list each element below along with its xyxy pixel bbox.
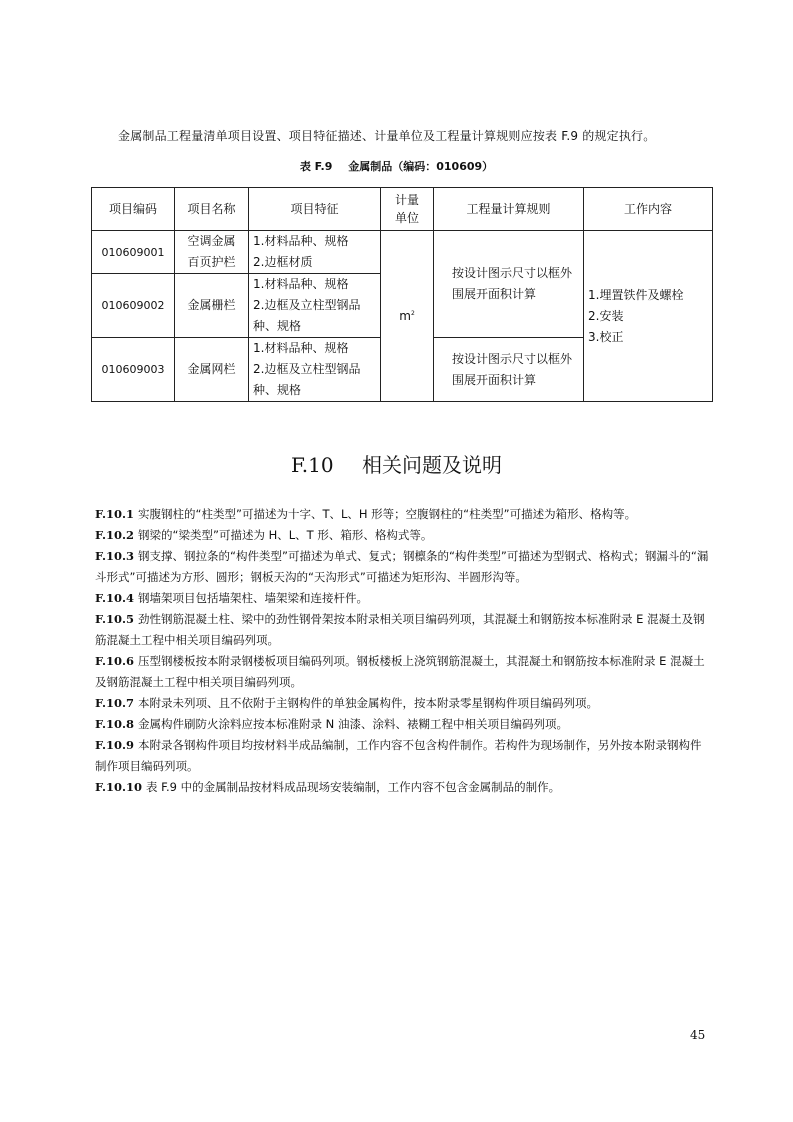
feature-line: 1.材料品种、规格	[253, 277, 349, 291]
section-title: 相关问题及说明	[361, 453, 502, 477]
item-code: 010609003	[92, 338, 175, 402]
intro-paragraph: 金属制品工程量清单项目设置、项目特征描述、计量单位及工程量计算规则应按表 F.9 的规定执行。	[118, 129, 656, 143]
work-line: 3.校正	[588, 329, 624, 344]
page-number: 45	[690, 1028, 706, 1042]
header-name: 项目名称	[175, 188, 249, 231]
item-name: 金属栅栏	[175, 274, 249, 338]
note-item: F.10.1 实腹钢柱的“柱类型”可描述为十字、T、L、H 形等；空腹钢柱的“柱类型”可描述为箱形、格构等。	[95, 507, 637, 521]
item-code: 010609002	[92, 274, 175, 338]
table-caption-title: 金属制品（编码：010609）	[348, 160, 494, 173]
work-content	[584, 231, 713, 402]
item-features	[249, 231, 381, 274]
rule-frame-area: 按设计图示尺寸以框外围展开面积计算	[434, 231, 584, 338]
section-number: F.10	[291, 453, 334, 477]
note-item: F.10.7 本附录未列项、且不依附于主钢构件的单独金属构件，按本附录零星钢构件项目编码列项。	[95, 696, 599, 710]
item-name: 空调金属百页护栏	[175, 231, 249, 274]
header-code: 项目编码	[92, 188, 175, 231]
note-item: F.10.5 劲性钢筋混凝土柱、梁中的劲性钢骨架按本附录相关项目编码列项，其混凝土和钢筋按本标准附录 E 混凝土及钢筋混凝土工程中相关项目编码列项。	[95, 612, 705, 647]
table-caption	[0, 158, 793, 174]
header-work: 工作内容	[584, 188, 713, 231]
metal-products-table	[91, 187, 713, 402]
header-rule: 工程量计算规则	[434, 188, 584, 231]
work-line: 1.埋置铁件及螺栓	[588, 287, 684, 302]
item-unit: $m^2$	[381, 231, 434, 402]
item-features	[249, 338, 381, 402]
table-header-row	[92, 188, 713, 231]
item-code: 010609001	[92, 231, 175, 274]
work-line: 2.安装	[588, 308, 624, 323]
note-item: F.10.2 钢梁的“梁类型”可描述为 H、L、T 形、箱形、格构式等。	[95, 528, 433, 542]
note-item: F.10.9 本附录各钢构件项目均按材料半成品编制，工作内容不包含构件制作。若构件为现场制作，另外按本附录钢构件制作项目编码列项。	[95, 738, 702, 773]
feature-line: 2.边框材质	[253, 255, 313, 269]
table-row	[92, 231, 713, 274]
feature-line: 2.边框及立柱型钢品种、规格	[253, 298, 361, 333]
item-features	[249, 274, 381, 338]
note-item: F.10.4 钢墙架项目包括墙架柱、墙架梁和连接杆件。	[95, 591, 369, 605]
rule-frame-area: 按设计图示尺寸以框外围展开面积计算	[434, 338, 584, 402]
item-name: 金属网栏	[175, 338, 249, 402]
note-item: F.10.6 压型钢楼板按本附录钢楼板项目编码列项。钢板楼板上浇筑钢筋混凝土，其混凝土和钢筋按本标准附录 E 混凝土及钢筋混凝土工程中相关项目编码列项。	[95, 654, 705, 689]
feature-line: 2.边框及立柱型钢品种、规格	[253, 362, 361, 397]
feature-line: 1.材料品种、规格	[253, 234, 349, 248]
header-features: 项目特征	[249, 188, 381, 231]
section-heading	[0, 449, 793, 478]
notes-list	[95, 504, 713, 798]
note-item: F.10.8 金属构件刷防火涂料应按本标准附录 N 油漆、涂料、裱糊工程中相关项目编码列项。	[95, 717, 568, 731]
header-unit: 计量单位	[381, 188, 434, 231]
feature-line: 1.材料品种、规格	[253, 341, 349, 355]
note-item: F.10.10 表 F.9 中的金属制品按材料成品现场安装编制，工作内容不包含金属制品的制作。	[95, 780, 561, 794]
note-item: F.10.3 钢支撑、钢拉条的“构件类型”可描述为单式、复式；钢檩条的“构件类型”可描述为型钢式、格构式；钢漏斗的“漏斗形式”可描述为方形、圆形；钢板天沟的“天沟形式”可描述为矩形沟、半圆形沟等。	[95, 549, 709, 584]
table-caption-number: 表 F.9	[299, 160, 333, 173]
